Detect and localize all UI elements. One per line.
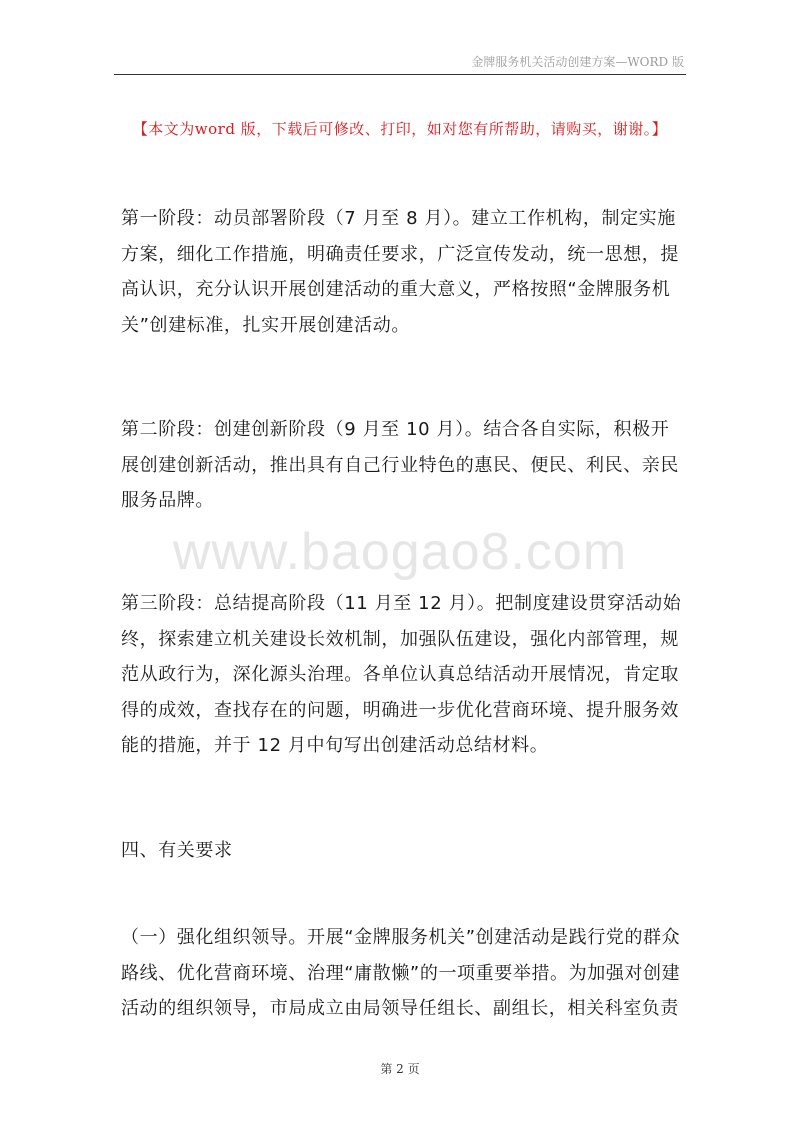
paragraph-line: 服务品牌。 [121, 490, 214, 511]
paragraph-line: 范从政行为，深化源头治理。各单位认真总结活动开展情况，肯定取 [121, 664, 679, 685]
paragraph-line: （一）强化组织领导。开展“金牌服务机关”创建活动是践行党的群众 [121, 927, 681, 948]
paragraph-line: 路线、优化营商环境、治理“庸散懒”的一项重要举措。为加强对创建 [121, 962, 681, 984]
paragraph-line: 第三阶段：总结提高阶段（11 月至 12 月）。把制度建设贯穿活动始 [121, 593, 682, 614]
paragraph-line: 高认识，充分认识开展创建活动的重大意义，严格按照“金牌服务机 [121, 279, 671, 300]
paragraph-stage-two [121, 412, 687, 519]
paragraph-line: 终，探索建立机关建设长效机制，加强队伍建设，强化内部管理，规 [121, 628, 679, 650]
purchase-notice: 【本文为word 版，下载后可修改、打印，如对您有所帮助，请购买，谢谢。】 [132, 120, 668, 138]
section-heading-requirements [121, 833, 687, 869]
document-header-title: 金牌服务机关活动创建方案—WORD 版 [471, 55, 684, 69]
paragraph-line: 方案，细化工作措施，明确责任要求，广泛宣传发动，统一思想，提 [121, 243, 679, 265]
watermark: www.baogao8.com [172, 523, 628, 581]
paragraph-line: 第二阶段：创建创新阶段（9 月至 10 月）。结合各自实际，积极开 [121, 419, 670, 440]
page-number: 第 2 页 [380, 1062, 420, 1076]
paragraph-line: 第一阶段：动员部署阶段（7 月至 8 月）。建立工作机构，制定实施 [121, 208, 676, 229]
heading-line: 四、有关要求 [121, 840, 233, 861]
paragraph-line: 关”创建标准，扎实开展创建活动。 [121, 314, 410, 336]
paragraph-line: 活动的组织领导，市局成立由局领导任组长、副组长，相关科室负责 [121, 998, 679, 1019]
header-divider [114, 74, 686, 75]
paragraph-line: 能的措施，并于 12 月中旬写出创建活动总结材料。 [121, 735, 549, 756]
paragraph-organization [121, 920, 687, 1027]
paragraph-stage-three [121, 586, 687, 764]
paragraph-line: 得的成效，查找存在的问题，明确进一步优化营商环境、提升服务效 [121, 699, 679, 721]
paragraph-line: 展创建创新活动，推出具有自己行业特色的惠民、便民、利民、亲民 [121, 454, 679, 476]
paragraph-stage-one [121, 201, 687, 343]
